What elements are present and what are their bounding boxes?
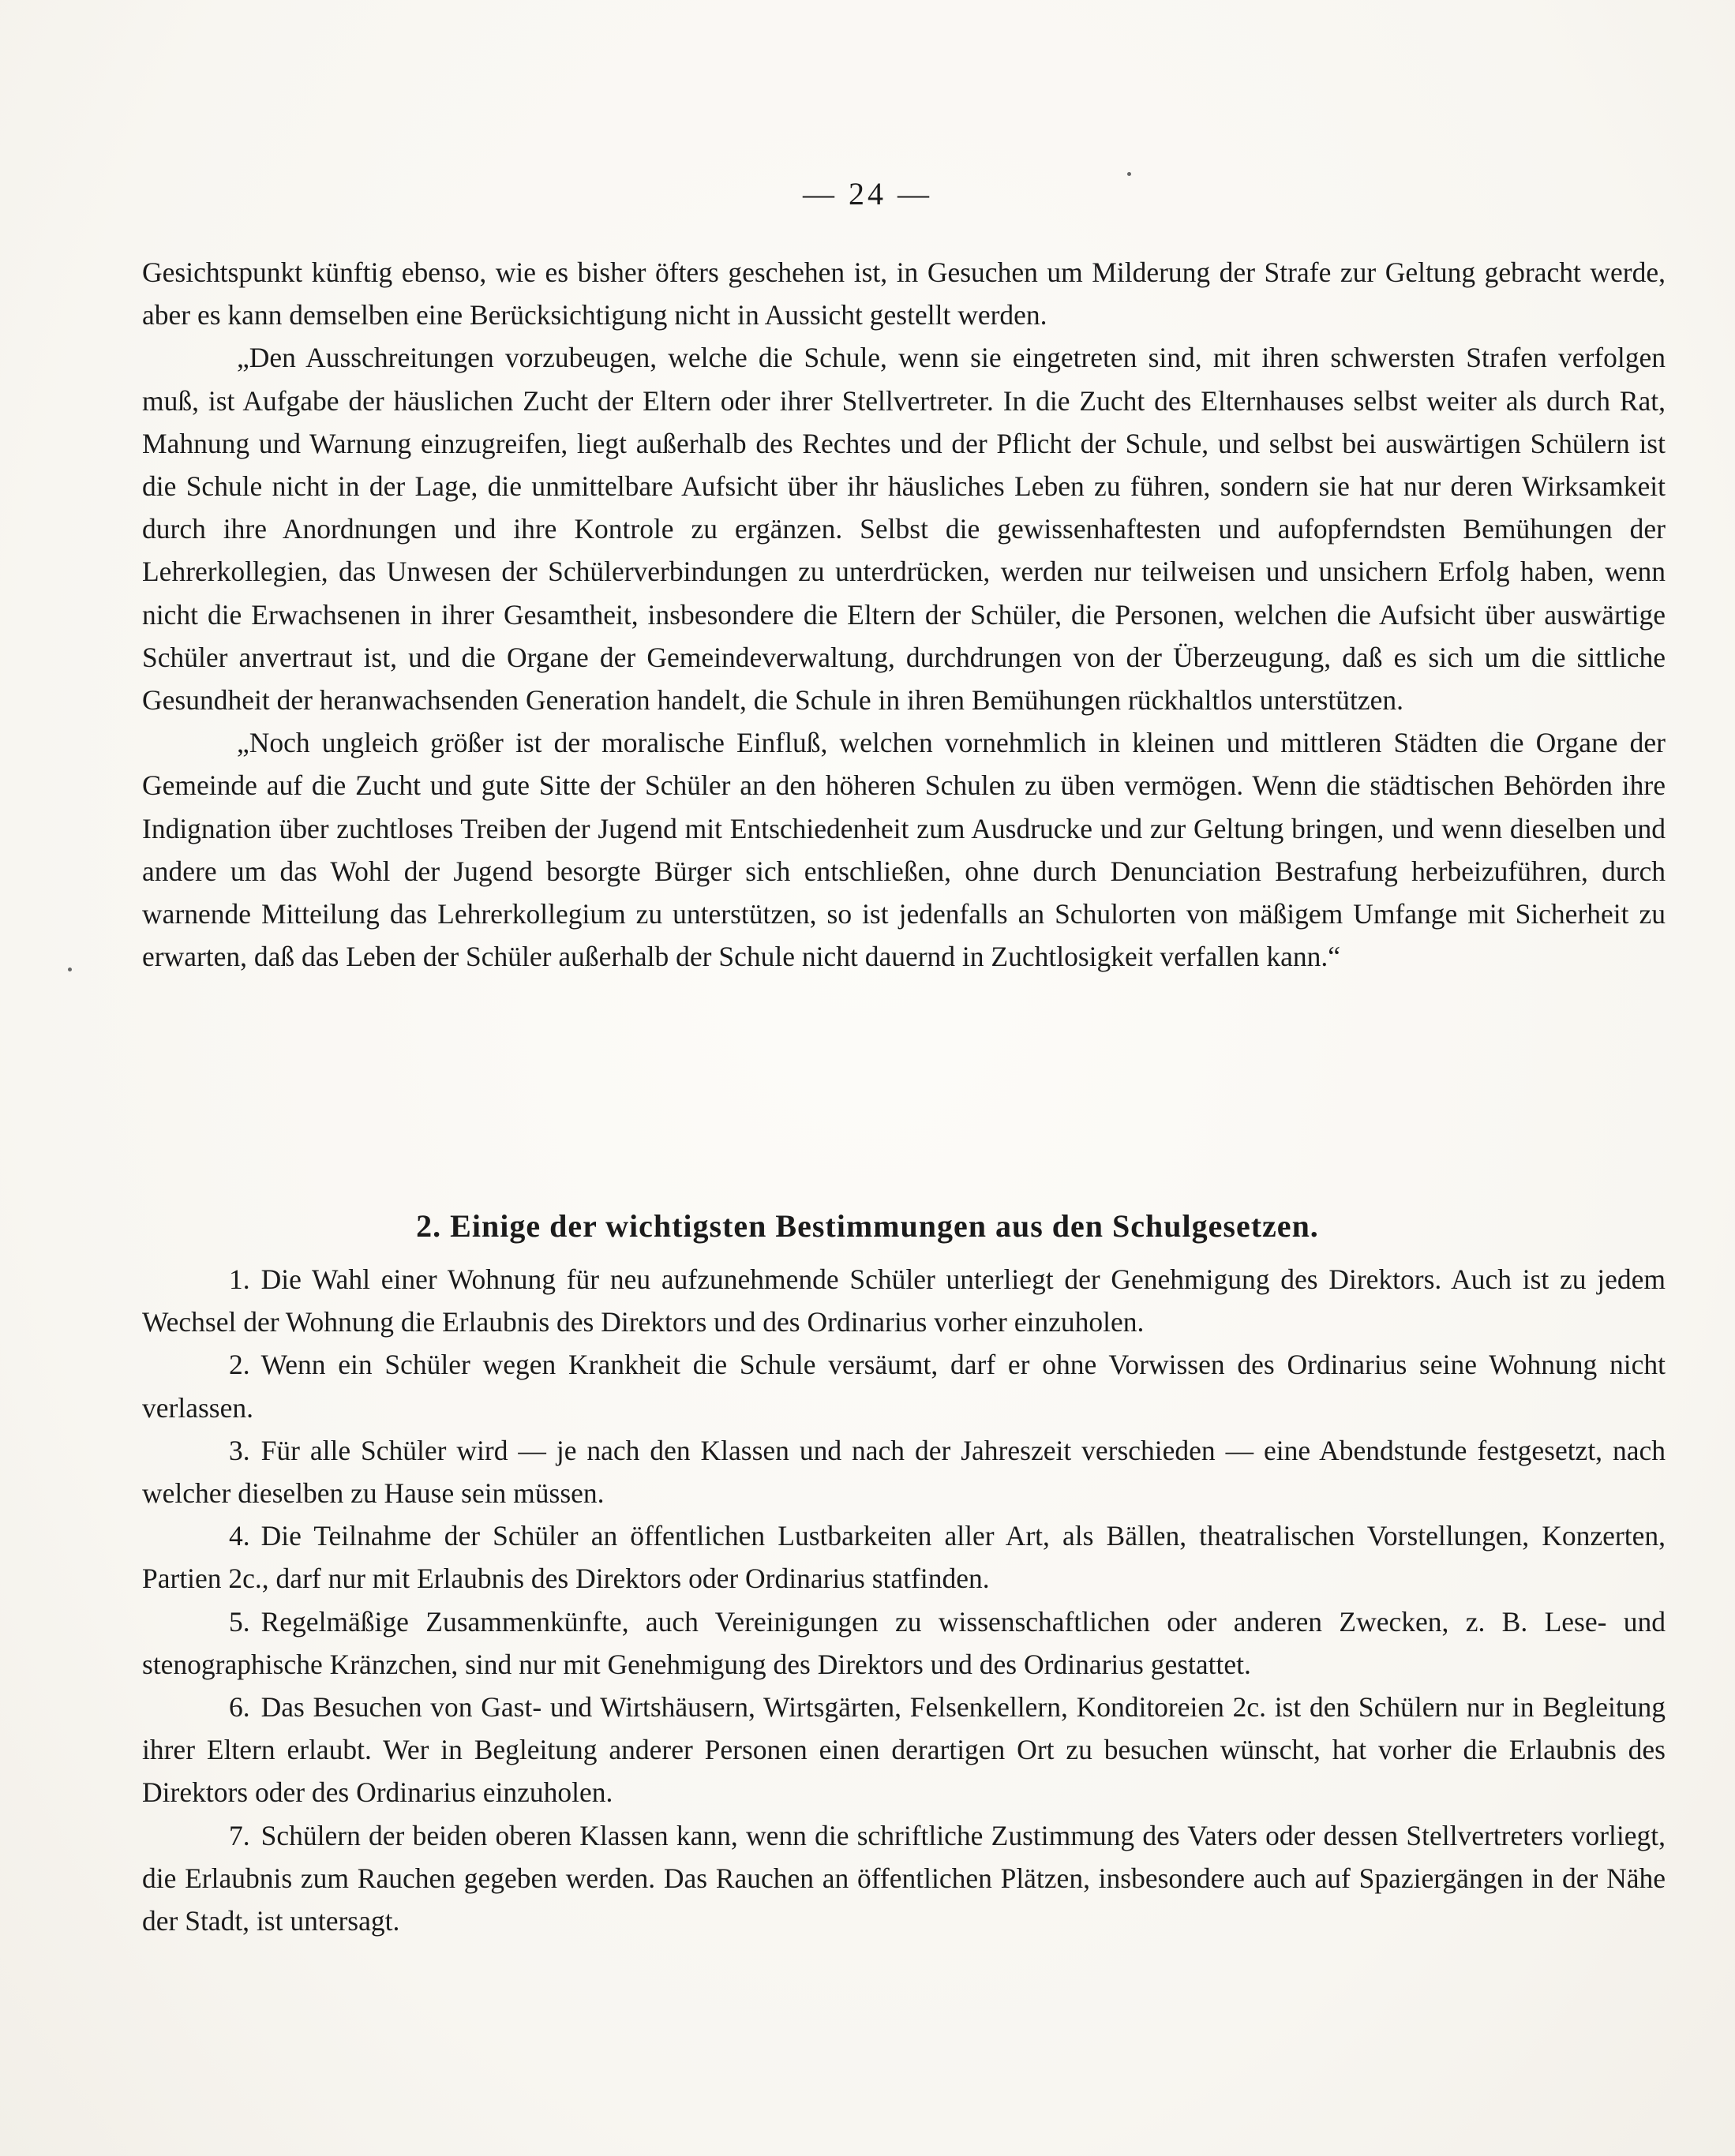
rule-item bbox=[142, 1343, 1666, 1428]
paper-speck bbox=[68, 968, 72, 971]
rule-text: Die Teilnahme der Schüler an öffentlichen Lustbarkeiten aller Art, als Bällen, theatralischen Vorstellungen, Konzerten, Partien 2c., darf nur mit Erlaubnis des Direktors oder Ordinarius statfinden. bbox=[142, 1520, 1666, 1595]
rule-number: 3. bbox=[229, 1434, 250, 1466]
rule-item bbox=[142, 1814, 1666, 1943]
rule-text: Regelmäßige Zusammenkünfte, auch Vereinigungen zu wissenschaftlichen oder anderen Zwecken, z. B. Lese- und stenographische Kränzchen, sind nur mit Genehmigung des Direktors und des Ordinarius gestattet. bbox=[142, 1605, 1666, 1680]
rule-text: Wenn ein Schüler wegen Krankheit die Schule versäumt, darf er ohne Vorwissen des Ordinarius seine Wohnung nicht verlassen. bbox=[142, 1349, 1666, 1424]
rule-item bbox=[142, 1258, 1666, 1343]
rule-text: Für alle Schüler wird — je nach den Klassen und nach der Jahreszeit verschieden — eine Abendstunde festgesetzt, nach welcher dieselben zu Hause sein müssen. bbox=[142, 1434, 1666, 1510]
rules-list bbox=[142, 1258, 1666, 1942]
rule-number: 7. bbox=[229, 1819, 250, 1851]
body-text bbox=[142, 251, 1666, 978]
paragraph-continuation: Gesichtspunkt künftig ebenso, wie es bisher öfters geschehen ist, in Gesuchen um Milderung der Strafe zur Geltung gebracht werde, aber es kann demselben eine Berücksichtigung nicht in Aussicht gestellt werden. bbox=[142, 256, 1666, 331]
rule-item bbox=[142, 1514, 1666, 1600]
paper-speck bbox=[1127, 172, 1131, 176]
rule-number: 6. bbox=[229, 1691, 250, 1724]
section-heading: 2. Einige der wichtigsten Bestimmungen aus den Schulgesetzen. bbox=[416, 1208, 1319, 1244]
rule-number: 1. bbox=[229, 1263, 250, 1295]
rule-item bbox=[142, 1600, 1666, 1686]
paragraph-quote-2: „Noch ungleich größer ist der moralische Einfluß, welchen vornehmlich in kleinen und mittleren Städten die Organe der Gemeinde auf die Zucht und gute Sitte der Schüler an den höheren Schulen zu üben vermögen. Wenn die städtischen Behörden ihre Indignation über zuchtloses Treiben der Jugend mit Entschiedenheit zum Ausdrucke und zur Geltung bringen, und wenn dieselben und andere um das Wohl der Jugend besorgte Bürger sich entschließen, ohne durch Denunciation Bestrafung herbeizuführen, durch warnende Mitteilung das Lehrerkollegium zu unterstützen, so ist jedenfalls an Schulorten von mäßigem Umfange mit Sicherheit zu erwarten, daß das Leben der Schüler außerhalb der Schule nicht dauernd in Zuchtlosigkeit verfallen kann.“ bbox=[142, 727, 1666, 973]
page-number: — 24 — bbox=[803, 176, 932, 211]
rule-text: Schülern der beiden oberen Klassen kann, wenn die schriftliche Zustimmung des Vaters oder dessen Stellvertreters vorliegt, die Erlaubnis zum Rauchen gegeben werden. Das Rauchen an öffentlichen Plätzen, insbesondere auch auf Spaziergängen in der Nähe der Stadt, ist untersagt. bbox=[142, 1819, 1666, 1937]
rule-item bbox=[142, 1429, 1666, 1514]
rule-number: 2. bbox=[229, 1349, 250, 1381]
rule-number: 4. bbox=[229, 1520, 250, 1552]
rule-text: Die Wahl einer Wohnung für neu aufzunehmende Schüler unterliegt der Genehmigung des Direktors. Auch ist zu jedem Wechsel der Wohnung die Erlaubnis des Direktors und des Ordinarius vorher einzuholen. bbox=[142, 1263, 1666, 1338]
paragraph-quote-1: „Den Ausschreitungen vorzubeugen, welche die Schule, wenn sie eingetreten sind, mit ihren schwersten Strafen verfolgen muß, ist Aufgabe der häuslichen Zucht der Eltern oder ihrer Stellvertreter. In die Zucht des Elternhauses selbst weiter als durch Rat, Mahnung und Warnung einzugreifen, liegt außerhalb des Rechtes und der Pflicht der Schule, und selbst bei auswärtigen Schülern ist die Schule nicht in der Lage, die unmittelbare Aufsicht über ihr häusliches Leben zu führen, sondern sie hat nur deren Wirksamkeit durch ihre Anordnungen und ihre Kontrole zu ergänzen. Selbst die gewissenhaftesten und aufopferndsten Bemühungen der Lehrerkollegien, das Unwesen der Schülerverbindungen zu unterdrücken, werden nur teilweisen und unsichern Erfolg haben, wenn nicht die Erwachsenen in ihrer Gesamtheit, insbesondere die Eltern der Schüler, die Personen, welchen die Aufsicht über auswärtige Schüler anvertraut ist, und die Organe der Gemeindeverwaltung, durchdrungen von der Überzeugung, daß es sich um die sittliche Gesundheit der heranwachsenden Generation handelt, die Schule in ihren Bemühungen rückhaltlos unterstützen. bbox=[142, 342, 1666, 717]
rule-number: 5. bbox=[229, 1605, 250, 1638]
rule-text: Das Besuchen von Gast- und Wirtshäusern, Wirtsgärten, Felsenkellern, Konditoreien 2c. ist den Schülern nur in Begleitung ihrer Eltern erlaubt. Wer in Begleitung anderer Personen einen derartigen Ort zu besuchen wünscht, hat vorher die Erlaubnis des Direktors oder des Ordinarius einzuholen. bbox=[142, 1691, 1666, 1809]
rule-item bbox=[142, 1686, 1666, 1814]
